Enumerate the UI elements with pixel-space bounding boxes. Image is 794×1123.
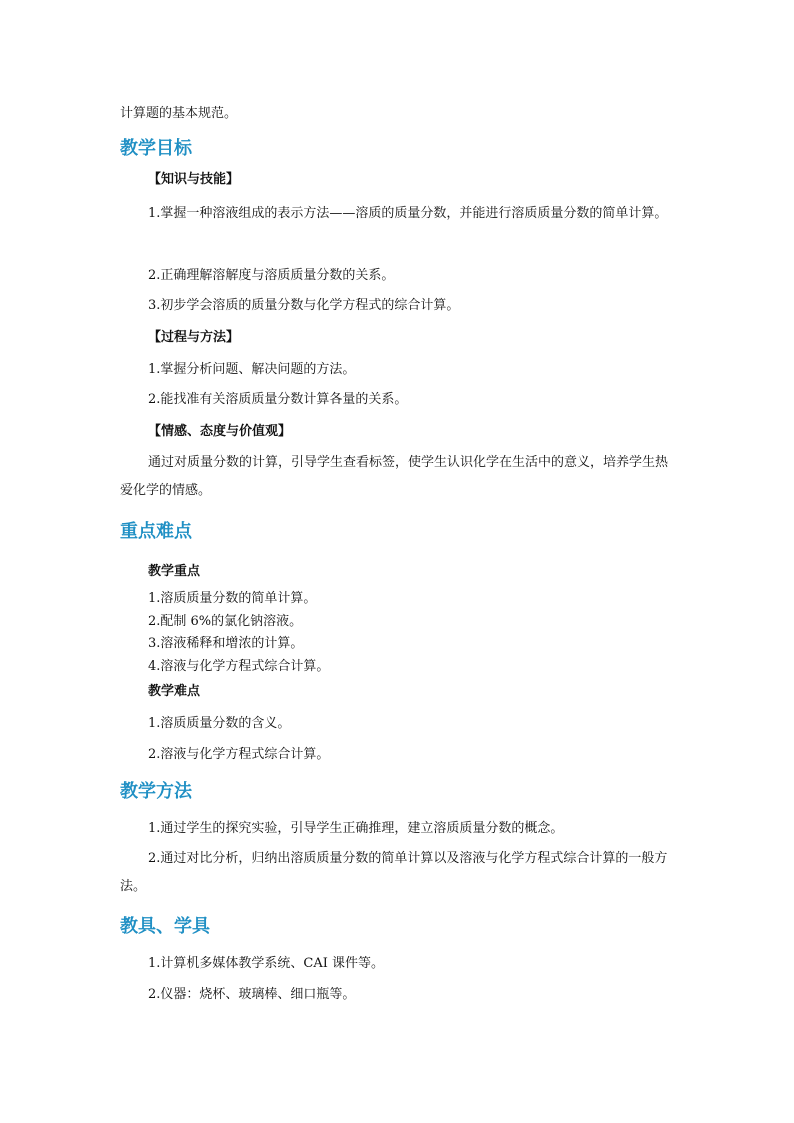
subheading-teaching-difficult: 教学难点 (148, 684, 201, 699)
intro-tail-text: 计算题的基本规范。 (120, 106, 238, 121)
subheading-teaching-key: 教学重点 (148, 564, 201, 579)
knowledge-item-2: 2.正确理解溶解度与溶质质量分数的关系。 (148, 268, 395, 283)
process-item-1: 1.掌握分析问题、解决问题的方法。 (148, 362, 356, 377)
process-item-2: 2.能找准有关溶质质量分数计算各量的关系。 (148, 392, 408, 407)
list-item: 1.溶质质量分数的简单计算。 (148, 591, 317, 606)
section-title-teaching-aids: 教具、学具 (120, 916, 210, 937)
subheading-knowledge-skills: 【知识与技能】 (148, 172, 240, 187)
list-item: 3.溶液稀释和增浓的计算。 (148, 636, 304, 651)
method-item-1: 1.通过学生的探究实验，引导学生正确推理，建立溶质质量分数的概念。 (148, 821, 564, 836)
section-title-teaching-goals: 教学目标 (120, 138, 192, 159)
list-item: 2.配制 6%的氯化钠溶液。 (148, 613, 303, 629)
difficult-item-1: 1.溶质质量分数的含义。 (148, 716, 291, 731)
section-title-key-difficult: 重点难点 (120, 521, 192, 542)
aids-item-2: 2.仪器：烧杯、玻璃棒、细口瓶等。 (148, 987, 356, 1002)
key-points-list (120, 588, 700, 678)
difficult-item-2: 2.溶液与化学方程式综合计算。 (148, 747, 330, 762)
aids-item-1: 1.计算机多媒体教学系统、CAI 课件等。 (148, 956, 385, 971)
subheading-process-methods: 【过程与方法】 (148, 330, 240, 345)
method-item-2: 2.通过对比分析，归纳出溶质质量分数的简单计算以及溶液与化学方程式综合计算的一般方法。 (120, 851, 668, 894)
subheading-emotion-values: 【情感、态度与价值观】 (148, 424, 292, 439)
knowledge-item-3: 3.初步学会溶质的质量分数与化学方程式的综合计算。 (148, 298, 460, 313)
list-item: 4.溶液与化学方程式综合计算。 (148, 658, 330, 674)
section-title-teaching-methods: 教学方法 (120, 781, 192, 802)
emotion-text: 通过对质量分数的计算，引导学生查看标签，使学生认识化学在生活中的意义，培养学生热爱化学的情感。 (120, 455, 669, 498)
knowledge-item-1: 1.掌握一种溶液组成的表示方法——溶质的质量分数，并能进行溶质质量分数的简单计算。 (148, 206, 668, 221)
